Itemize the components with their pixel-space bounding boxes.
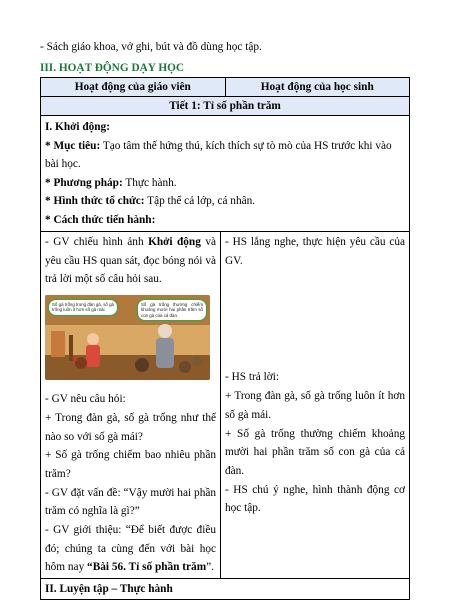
- teacher-activity-cell: [41, 232, 221, 578]
- student-activity-cell: [221, 232, 409, 578]
- lesson-title: Tiết 1: Tỉ số phần trăm: [41, 97, 409, 116]
- student-answer-1: + Trong đàn gà, số gà trống luôn ít hơn số gà mái.: [225, 390, 405, 421]
- table-header: [41, 78, 409, 97]
- teacher-column-header: Hoạt động của giáo viên: [41, 78, 226, 96]
- goal-label: * Mục tiêu:: [45, 139, 101, 152]
- method-label: * Phương pháp:: [45, 176, 123, 189]
- warmup-illustration: [45, 295, 210, 380]
- warmup-block: [41, 116, 409, 232]
- student-column-header: Hoạt động của học sinh: [260, 81, 374, 93]
- activities-table: [40, 77, 410, 600]
- form-text: Tập thể cả lớp, cá nhân.: [144, 195, 256, 207]
- intro-line: - Sách giáo khoa, vở ghi, bút và đồ dùng học tập.: [40, 41, 262, 53]
- section-title: III. HOẠT ĐỘNG DẠY HỌC: [40, 62, 185, 74]
- goal-text: Tạo tâm thế hứng thú, kích thích sự tò mò của HS trước khi vào bài học.: [45, 139, 392, 170]
- teacher-step-1: - GV chiếu hình ảnh Khởi động và yêu cầu HS quan sát, đọc bóng nói và trả lời một số câu hỏi sau.: [45, 236, 216, 286]
- teacher-question-2: + Số gà trống chiếm bao nhiêu phần trăm?: [45, 449, 216, 480]
- teacher-question-1: + Trong đàn gà, số gà trống như thế nào so với số gà mái?: [45, 411, 216, 443]
- student-step-2: - HS trả lời:: [225, 371, 279, 384]
- teacher-step-4: - GV giới thiệu: “Để biết được điều đó; chúng ta cùng đến với bài học hôm nay “Bài 56. Tỉ số phần trăm”.: [45, 524, 216, 574]
- speech-bubble-left: Số gà trống trong đàn gà, số gà trống luôn ít hơn số gà mái.: [48, 299, 118, 316]
- activity-row: [41, 232, 409, 579]
- student-spacer: [225, 270, 405, 368]
- student-answer-2: + Số gà trống thường chiếm khoảng mười hai phần trăm số con gà của cả đàn.: [225, 427, 405, 477]
- warmup-heading: I. Khởi động:: [45, 121, 110, 133]
- speech-bubble-right: Số gà trống thường chiếm khoảng mười hai phần trăm số con gà của cả đàn.: [137, 299, 207, 321]
- practice-heading: II. Luyện tập – Thực hành: [45, 583, 173, 596]
- method-text: Thực hành.: [122, 176, 177, 189]
- form-label: * Hình thức tổ chức:: [45, 195, 145, 207]
- student-step-1: - HS lắng nghe, thực hiện yêu cầu của GV.: [225, 236, 405, 267]
- process-label: * Cách thức tiến hành:: [45, 213, 156, 226]
- teacher-step-3: - GV đặt vấn đề: “Vậy mười hai phần trăm có nghĩa là gì?”: [45, 486, 216, 518]
- teacher-step-2: - GV nêu câu hỏi:: [45, 393, 126, 406]
- student-step-3: - HS chú ý nghe, hình thành động cơ học tập.: [225, 483, 405, 515]
